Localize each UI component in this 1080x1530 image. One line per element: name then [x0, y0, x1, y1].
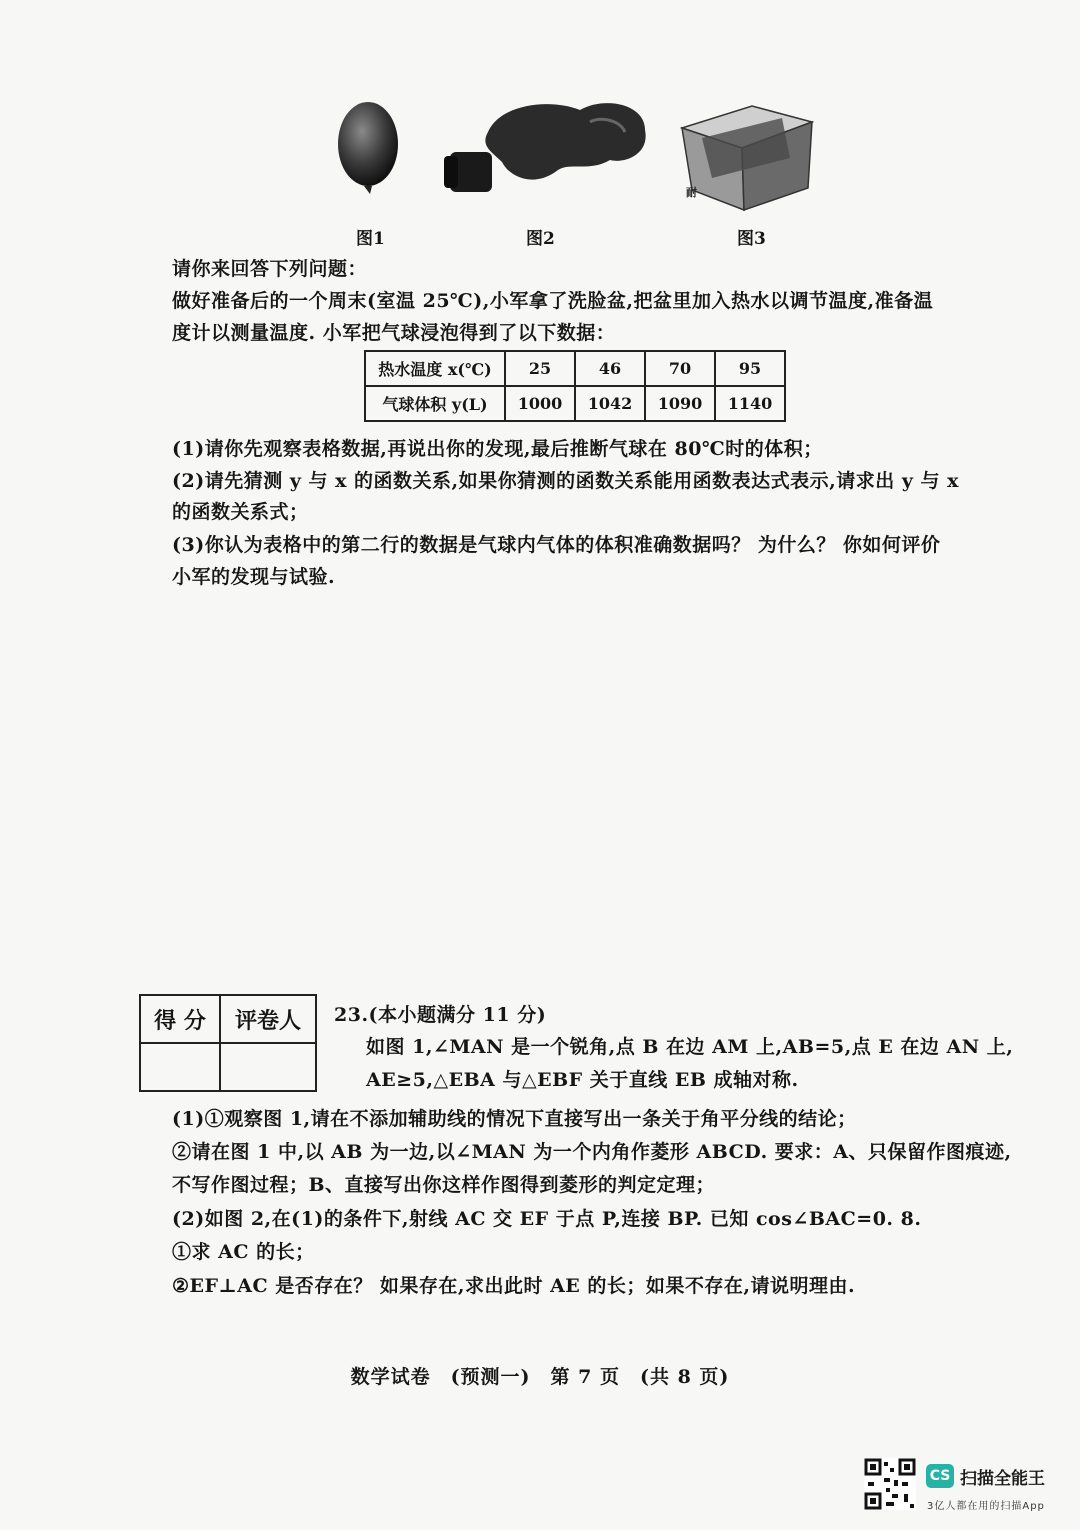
figure-2-deflated-balloon	[440, 92, 650, 204]
score-label: 得 分	[140, 995, 220, 1043]
question-23-intro: AE≥5,△EBA 与△EBF 关于直线 EB 成轴对称.	[366, 1069, 799, 1091]
table-row	[365, 351, 785, 386]
question-line: 的函数关系式；	[172, 501, 309, 523]
data-table	[364, 350, 786, 422]
table-cell: 70	[645, 351, 715, 386]
question-line: (2)如图 2,在(1)的条件下,射线 AC 交 EF 于点 P,连接 BP. 已知 cos∠BAC=0. 8.	[172, 1208, 922, 1230]
intro-line: 做好准备后的一个周末(室温 25℃),小军拿了洗脸盆,把盆里加入热水以调节温度,准备温	[172, 290, 934, 312]
page-footer: 数学试卷 (预测一) 第 7 页 (共 8 页)	[350, 1366, 730, 1388]
figure-1-caption: 图1	[356, 229, 385, 249]
question-line: ②请在图 1 中,以 AB 为一边,以∠MAN 为一个内角作菱形 ABCD. 要求：A、只保留作图痕迹,	[172, 1141, 1012, 1163]
table-cell: 25	[505, 351, 575, 386]
score-box	[139, 994, 317, 1092]
table-cell: 1090	[645, 386, 715, 421]
question-line: (3)你认为表格中的第二行的数据是气球内气体的体积准确数据吗？ 为什么？ 你如何评价	[172, 534, 941, 556]
question-23-intro: 如图 1,∠MAN 是一个锐角,点 B 在边 AM 上,AB=5,点 E 在边 AN 上,	[366, 1036, 1014, 1058]
figure-1-balloon	[330, 98, 410, 198]
figure-3-caption: 图3	[737, 229, 766, 249]
score-field[interactable]	[140, 1043, 220, 1091]
question-line: (2)请先猜测 y 与 x 的函数关系,如果你猜测的函数关系能用函数表达式表示,请求出 y 与 x	[172, 470, 959, 492]
question-line: ②EF⊥AC 是否存在？ 如果存在,求出此时 AE 的长；如果不存在,请说明理由.	[172, 1275, 856, 1297]
question-23-header: 23.(本小题满分 11 分)	[334, 1004, 547, 1026]
question-line: 小军的发现与试验.	[172, 566, 336, 588]
intro-line: 请你来回答下列问题：	[172, 258, 368, 280]
table-cell: 1000	[505, 386, 575, 421]
intro-line: 度计以测量温度. 小军把气球浸泡得到了以下数据：	[172, 322, 616, 344]
question-line: (1)①观察图 1,请在不添加辅助线的情况下直接写出一条关于角平分线的结论；	[172, 1108, 857, 1130]
grader-field[interactable]	[220, 1043, 316, 1091]
figure-2-caption: 图2	[526, 229, 555, 249]
camscanner-tagline: 3亿人都在用的扫描App	[927, 1501, 1045, 1512]
table-cell: 1140	[715, 386, 785, 421]
figure-3-box	[672, 98, 817, 216]
question-line: (1)请你先观察表格数据,再说出你的发现,最后推断气球在 80℃时的体积；	[172, 438, 823, 460]
table-header-cell: 热水温度 x(℃)	[365, 351, 505, 386]
figure-3-label: 耐	[686, 186, 697, 199]
table-cell: 46	[575, 351, 645, 386]
qr-code-icon	[864, 1458, 916, 1510]
camscanner-logo: CS	[926, 1464, 954, 1488]
grader-label: 评卷人	[220, 995, 316, 1043]
camscanner-name: 扫描全能王	[960, 1469, 1045, 1489]
question-line: ①求 AC 的长；	[172, 1241, 315, 1263]
table-cell: 1042	[575, 386, 645, 421]
table-header-cell: 气球体积 y(L)	[365, 386, 505, 421]
table-row	[365, 386, 785, 421]
question-line: 不写作图过程；B、直接写出你这样作图得到菱形的判定定理；	[172, 1174, 716, 1196]
table-cell: 95	[715, 351, 785, 386]
